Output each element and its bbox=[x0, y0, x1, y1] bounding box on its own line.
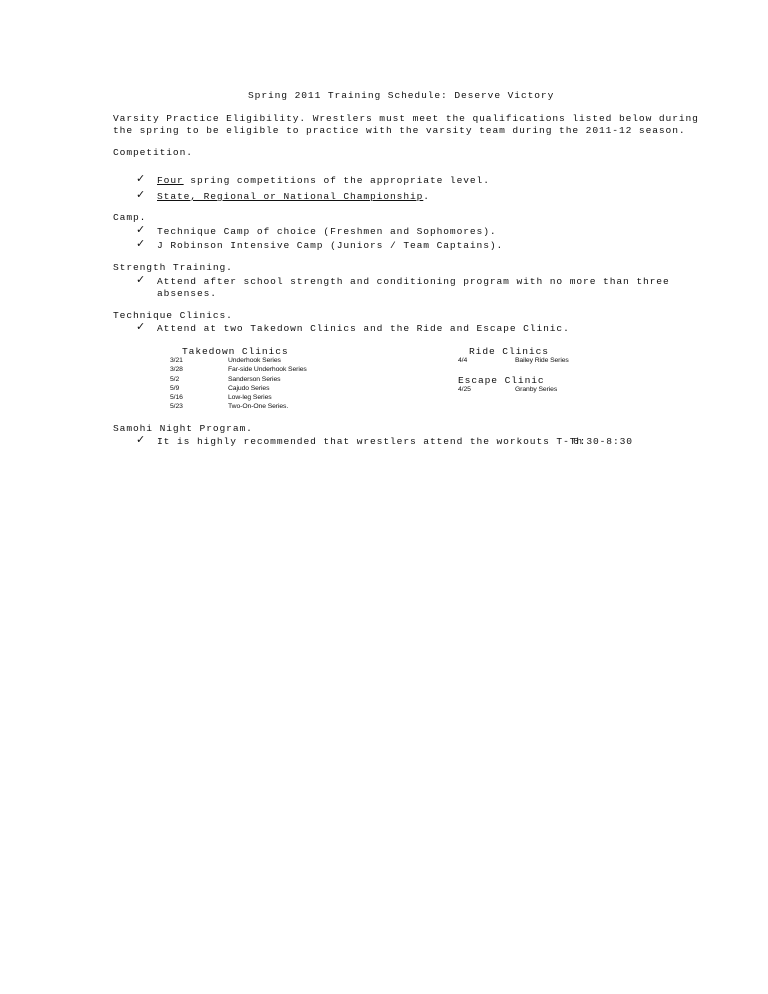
intro-line-1: Varsity Practice Eligibility. Wrestlers must meet the qualifications listed below during bbox=[113, 113, 699, 124]
competition-heading: Competition. bbox=[113, 147, 193, 158]
samohi-time: 6:30-8:30 bbox=[573, 436, 633, 447]
escape-series: Granby Series bbox=[515, 386, 558, 393]
technique-item: Attend at two Takedown Clinics and the Ride and Escape Clinic. bbox=[157, 323, 570, 334]
competition-item-1-emphasis: Four bbox=[157, 175, 184, 186]
samohi-heading: Samohi Night Program. bbox=[113, 423, 253, 434]
escape-date: 4/25 bbox=[458, 386, 471, 393]
escape-clinic-heading: Escape Clinic bbox=[458, 375, 545, 386]
takedown-clinics-heading: Takedown Clinics bbox=[182, 346, 289, 357]
ride-series: Bailey Ride Series bbox=[515, 357, 569, 364]
document-title: Spring 2011 Training Schedule: Deserve Victory bbox=[248, 90, 555, 101]
checkmark-icon: ✓ bbox=[136, 320, 146, 333]
ride-clinics-heading: Ride Clinics bbox=[469, 346, 549, 357]
competition-item-1 bbox=[157, 176, 490, 186]
checkmark-icon: ✓ bbox=[136, 433, 146, 446]
strength-heading: Strength Training. bbox=[113, 262, 233, 273]
camp-heading: Camp. bbox=[113, 212, 147, 223]
competition-item-2 bbox=[157, 192, 430, 202]
camp-item-1: Technique Camp of choice (Freshmen and Sophomores). bbox=[157, 226, 497, 237]
takedown-series: Far-side Underhook Series bbox=[228, 366, 307, 373]
competition-item-2-emphasis: State, Regional or National Championship bbox=[157, 191, 424, 202]
takedown-series: Cajudo Series bbox=[228, 385, 270, 392]
camp-item-2: J Robinson Intensive Camp (Juniors / Team Captains). bbox=[157, 240, 504, 251]
technique-heading: Technique Clinics. bbox=[113, 310, 233, 321]
takedown-date: 3/28 bbox=[170, 366, 183, 373]
ride-date: 4/4 bbox=[458, 357, 468, 364]
takedown-series: Two-On-One Series. bbox=[228, 403, 289, 410]
takedown-series: Underhook Series bbox=[228, 357, 281, 364]
takedown-date: 5/23 bbox=[170, 403, 183, 410]
samohi-item: It is highly recommended that wrestlers attend the workouts T-Th bbox=[157, 436, 584, 447]
takedown-date: 5/16 bbox=[170, 394, 183, 401]
takedown-date: 3/21 bbox=[170, 357, 183, 364]
checkmark-icon: ✓ bbox=[136, 273, 146, 286]
checkmark-icon: ✓ bbox=[136, 223, 146, 236]
takedown-date: 5/9 bbox=[170, 385, 180, 392]
competition-item-1-text: spring competitions of the appropriate level. bbox=[183, 175, 490, 186]
checkmark-icon: ✓ bbox=[136, 172, 146, 185]
takedown-series: Low-leg Series bbox=[228, 394, 272, 401]
checkmark-icon: ✓ bbox=[136, 188, 146, 201]
checkmark-icon: ✓ bbox=[136, 237, 146, 250]
intro-line-2: the spring to be eligible to practice with the varsity team during the 2011-12 season. bbox=[113, 125, 686, 136]
takedown-date: 5/2 bbox=[170, 376, 180, 383]
strength-item-line-1: Attend after school strength and conditioning program with no more than three bbox=[157, 276, 670, 287]
competition-item-2-text: . bbox=[423, 191, 430, 202]
strength-item-line-2: absenses. bbox=[157, 288, 217, 299]
takedown-series: Sanderson Series bbox=[228, 376, 281, 383]
